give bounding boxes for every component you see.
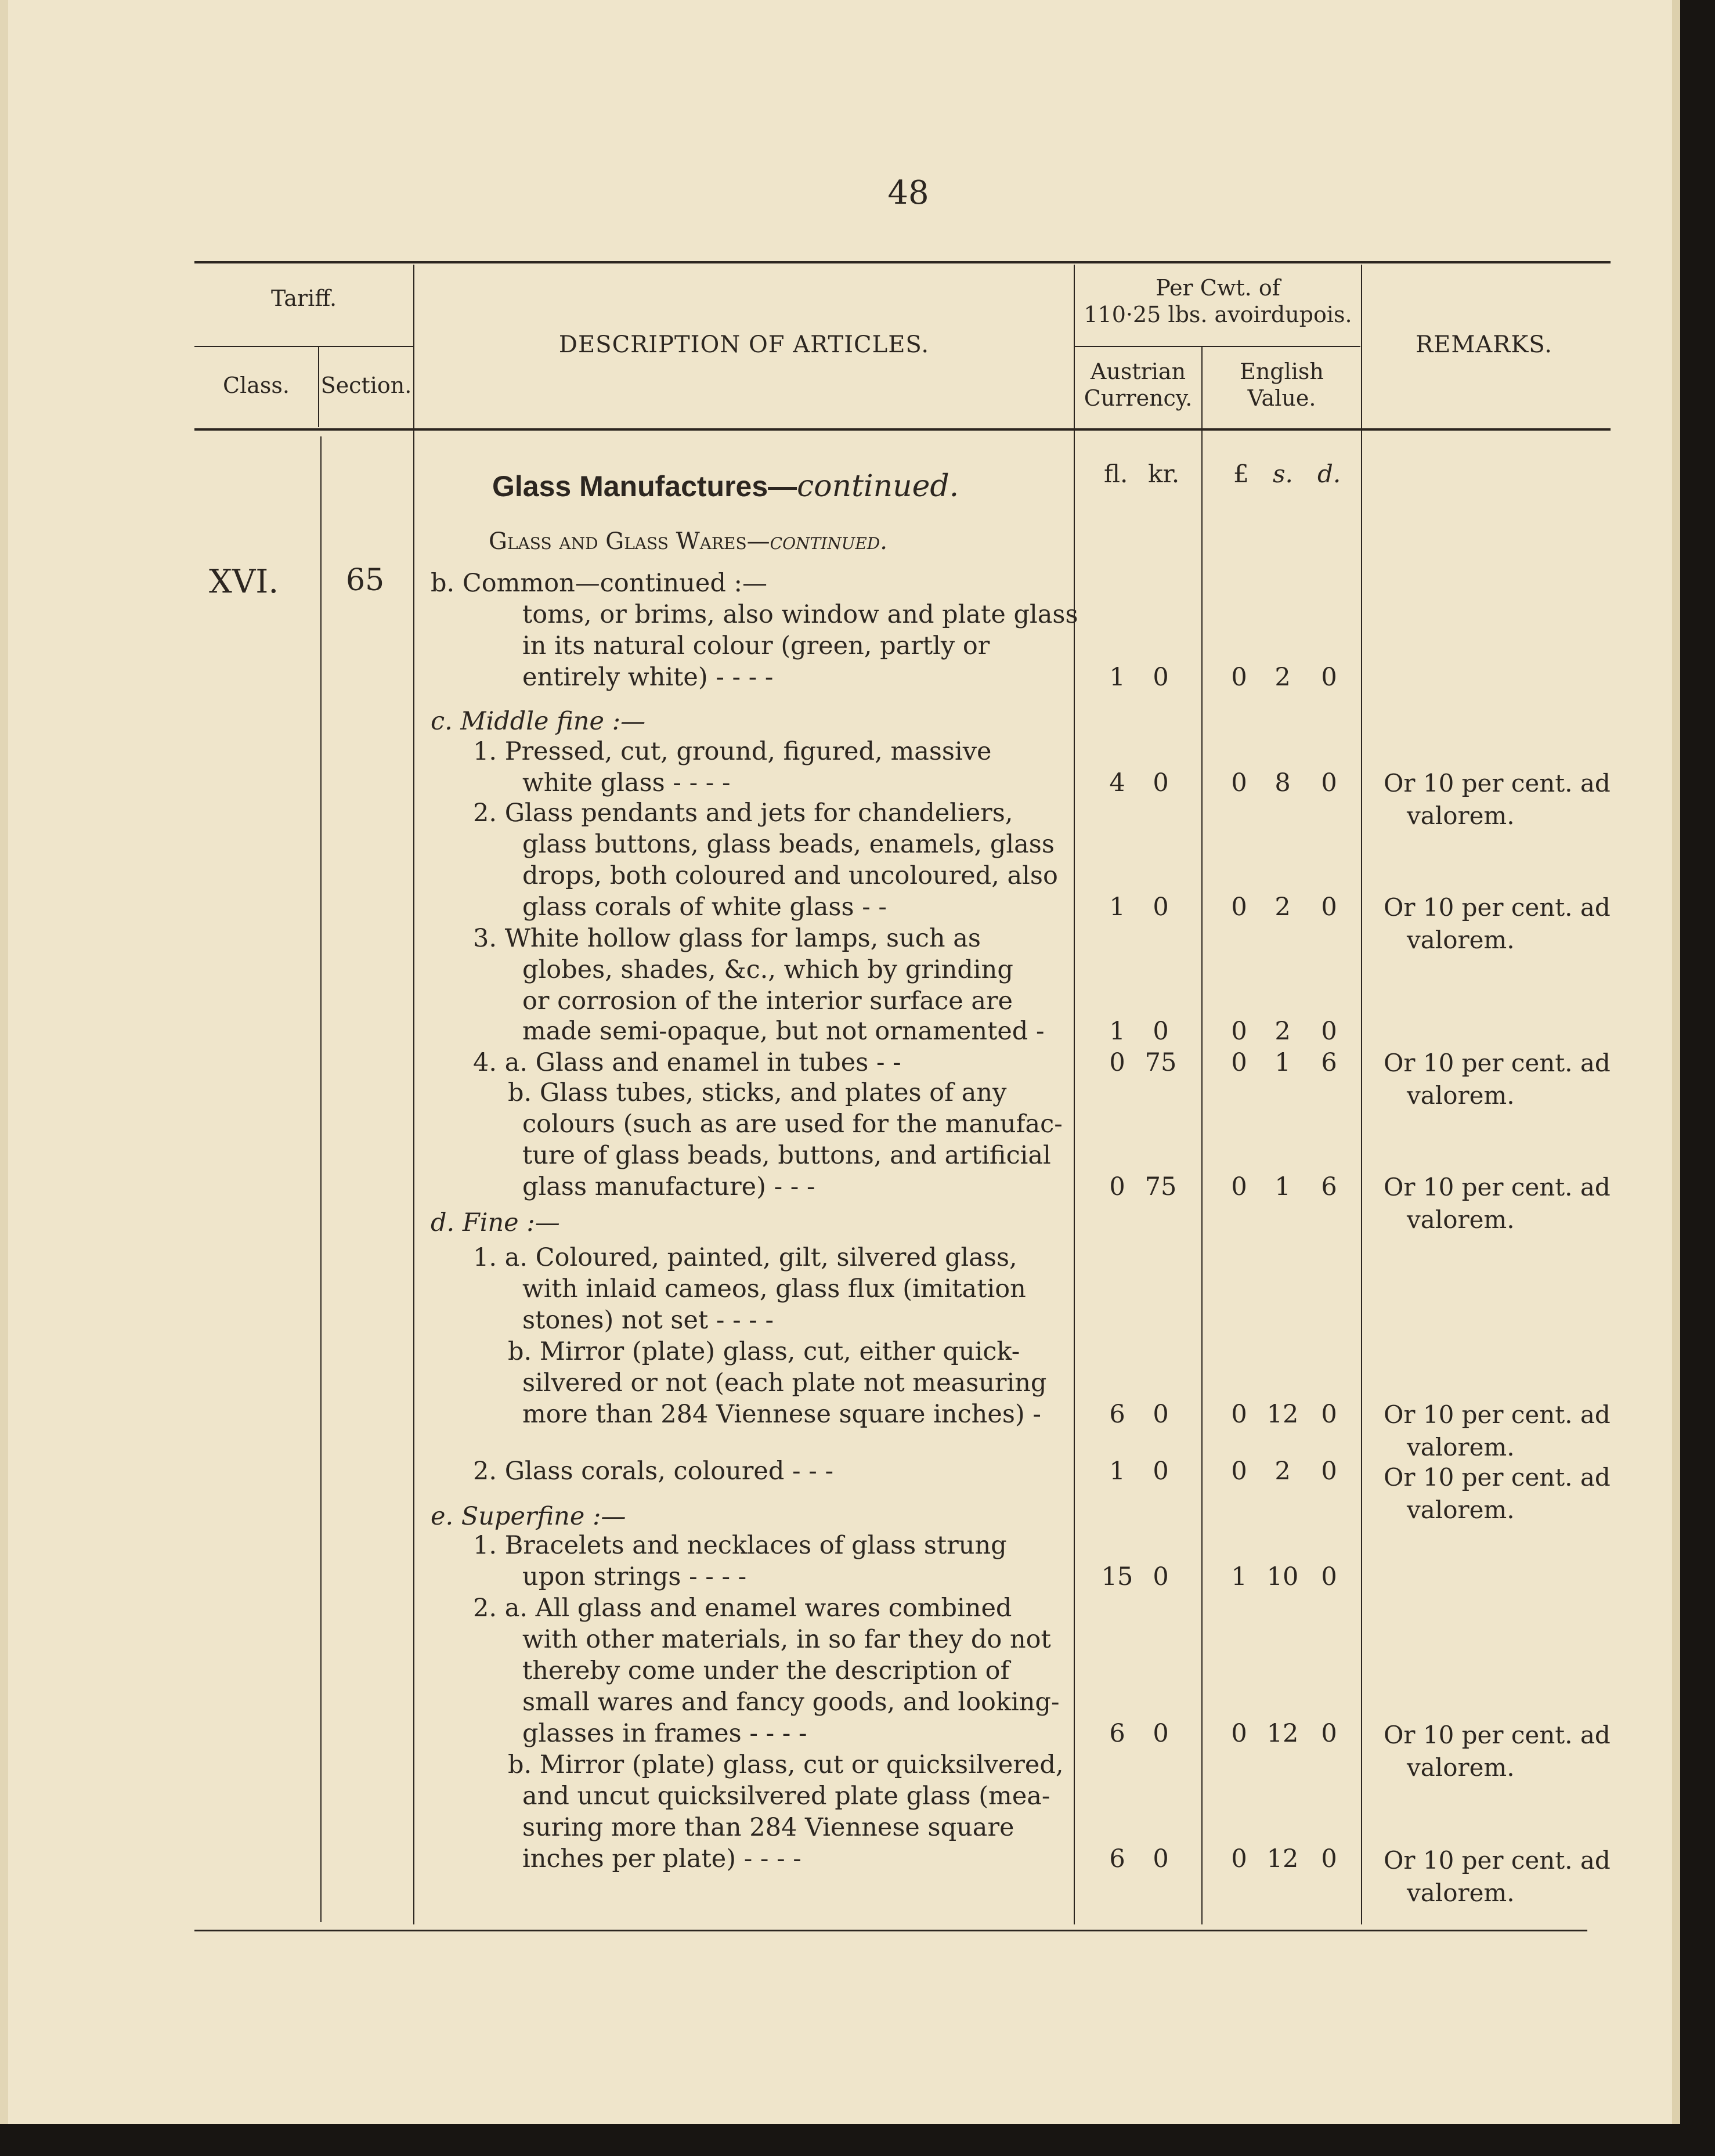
- remark-line1: Or 10 per cent. ad: [1384, 1049, 1611, 1077]
- remark-line1: Or 10 per cent. ad: [1384, 1463, 1611, 1491]
- value-l: 1: [1231, 1562, 1247, 1591]
- desc-line: inches per plate) - - - -: [522, 1844, 801, 1873]
- header-bottom-rule: [194, 428, 1611, 431]
- tariff-divider-rule: [194, 346, 413, 347]
- class-column-rule: [320, 436, 322, 1922]
- value-d: 0: [1321, 1400, 1337, 1429]
- value-s: 1: [1274, 1048, 1291, 1077]
- remark-line1: Or 10 per cent. ad: [1384, 1173, 1611, 1201]
- desc-line: b. Mirror (plate) glass, cut, either quick-: [508, 1337, 1020, 1366]
- remark-line2: valorem.: [1407, 1205, 1515, 1234]
- value-d: 0: [1321, 1844, 1337, 1873]
- remarks-header: REMARKS.: [1416, 331, 1552, 358]
- value-fl: 1: [1109, 893, 1125, 922]
- desc-line: thereby come under the description of: [522, 1656, 1010, 1685]
- value-s: 8: [1274, 768, 1291, 797]
- remark-line1: Or 10 per cent. ad: [1384, 1400, 1611, 1429]
- value-fl: 0: [1109, 1172, 1125, 1201]
- value-s: 2: [1274, 663, 1291, 692]
- unit-pence: d.: [1317, 460, 1341, 488]
- english-header-line1: English: [1240, 359, 1324, 384]
- desc-line: 2. Glass pendants and jets for chandeliers,: [473, 799, 1013, 828]
- value-kr: 75: [1144, 1048, 1177, 1077]
- value-d: 6: [1321, 1172, 1337, 1201]
- remark-line1: Or 10 per cent. ad: [1384, 893, 1611, 922]
- desc-line: white glass - - - -: [522, 768, 731, 797]
- value-s: 12: [1266, 1719, 1299, 1748]
- description-header: DESCRIPTION OF ARTICLES.: [558, 331, 930, 358]
- austrian-header-line2: Currency.: [1084, 385, 1193, 411]
- desc-line: 1. Bracelets and necklaces of glass strung: [473, 1531, 1007, 1560]
- value-kr: 0: [1153, 1844, 1169, 1873]
- value-fl: 1: [1109, 1017, 1125, 1046]
- value-d: 0: [1321, 1719, 1337, 1748]
- unit-kr: kr.: [1148, 460, 1180, 488]
- remark-line2: valorem.: [1407, 1879, 1515, 1907]
- remark: [1384, 1047, 1611, 1112]
- value-kr: 0: [1153, 1457, 1169, 1486]
- desc-line: ture of glass beads, buttons, and artificial: [522, 1141, 1051, 1170]
- page-right-edge: [1672, 0, 1680, 2124]
- value-l: 0: [1231, 768, 1247, 797]
- value-s: 10: [1266, 1562, 1299, 1591]
- desc-line: e. Superfine :—: [431, 1502, 626, 1531]
- value-fl: 6: [1109, 1844, 1125, 1873]
- value-kr: 0: [1153, 663, 1169, 692]
- desc-line: glass manufacture) - - -: [522, 1172, 815, 1201]
- heading-glass-wares: [489, 528, 887, 555]
- desc-line: glass corals of white glass - -: [522, 893, 887, 922]
- per-cwt-divider-rule: [1074, 346, 1360, 347]
- remark: [1384, 1461, 1611, 1526]
- desc-line: small wares and fancy goods, and looking-: [522, 1688, 1060, 1717]
- tariff-header: Tariff.: [270, 286, 337, 311]
- value-kr: 0: [1153, 893, 1169, 922]
- desc-line: colours (such as are used for the manufac-: [522, 1110, 1063, 1139]
- value-l: 0: [1231, 1048, 1247, 1077]
- value-kr: 75: [1144, 1172, 1177, 1201]
- value-s: 2: [1274, 1457, 1291, 1486]
- remark-line2: valorem.: [1407, 926, 1515, 954]
- desc-line: and uncut quicksilvered plate glass (mea-: [522, 1782, 1050, 1811]
- value-d: 0: [1321, 1017, 1337, 1046]
- remark-line1: Or 10 per cent. ad: [1384, 769, 1611, 797]
- value-d: 6: [1321, 1048, 1337, 1077]
- value-kr: 0: [1153, 1017, 1169, 1046]
- desc-line: entirely white) - - - -: [522, 663, 774, 692]
- unit-shillings: s.: [1273, 460, 1293, 488]
- description-column-rule: [1074, 265, 1075, 1924]
- remark: [1384, 767, 1611, 832]
- remark-line2: valorem.: [1407, 1753, 1515, 1782]
- desc-line: with other materials, in so far they do not: [522, 1625, 1051, 1654]
- value-l: 0: [1231, 1457, 1247, 1486]
- value-kr: 0: [1153, 1562, 1169, 1591]
- desc-line: more than 284 Viennese square inches) -: [522, 1400, 1041, 1429]
- remark: [1384, 1719, 1611, 1784]
- value-s: 2: [1274, 1017, 1291, 1046]
- desc-line: 4. a. Glass and enamel in tubes - -: [473, 1048, 901, 1077]
- english-header-line2: Value.: [1247, 385, 1316, 411]
- value-fl: 4: [1109, 768, 1125, 797]
- value-l: 0: [1231, 1172, 1247, 1201]
- value-d: 0: [1321, 663, 1337, 692]
- desc-line: made semi-opaque, but not ornamented -: [522, 1017, 1045, 1046]
- class-header: Class.: [223, 373, 290, 398]
- value-d: 0: [1321, 1457, 1337, 1486]
- desc-line: toms, or brims, also window and plate glass: [522, 600, 1078, 629]
- desc-line: 3. White hollow glass for lamps, such as: [473, 924, 981, 953]
- value-fl: 0: [1109, 1048, 1125, 1077]
- desc-line: b. Mirror (plate) glass, cut or quicksilvered,: [508, 1750, 1064, 1779]
- desc-line: suring more than 284 Viennese square: [522, 1813, 1014, 1842]
- remark-line2: valorem.: [1407, 1081, 1515, 1110]
- table-top-rule: [194, 261, 1611, 263]
- desc-line: 1. a. Coloured, painted, gilt, silvered glass,: [473, 1243, 1017, 1272]
- remark-line2: valorem.: [1407, 801, 1515, 830]
- section-header: Section.: [320, 373, 412, 398]
- value-l: 0: [1231, 1017, 1247, 1046]
- desc-line: or corrosion of the interior surface are: [522, 987, 1013, 1016]
- desc-line: b. Glass tubes, sticks, and plates of any: [508, 1078, 1007, 1107]
- value-kr: 0: [1153, 1719, 1169, 1748]
- value-fl: 1: [1109, 1457, 1125, 1486]
- remark: [1384, 1844, 1611, 1909]
- desc-line: glasses in frames - - - -: [522, 1719, 807, 1748]
- per-cwt-header-line2: 110·25 lbs. avoirdupois.: [1084, 302, 1352, 327]
- heading-sub-text: Glass and Glass Wares—: [489, 528, 770, 555]
- section-column-rule: [413, 265, 414, 1924]
- heading-main-continued: continued.: [797, 469, 959, 504]
- desc-line: with inlaid cameos, glass flux (imitation: [522, 1274, 1026, 1303]
- desc-line: drops, both coloured and uncoloured, also: [522, 861, 1058, 890]
- desc-line: c. Middle fine :—: [431, 707, 646, 736]
- unit-fl: fl.: [1104, 460, 1128, 488]
- remark-line2: valorem.: [1407, 1496, 1515, 1524]
- desc-line: 2. Glass corals, coloured - - -: [473, 1457, 833, 1486]
- desc-line: 2. a. All glass and enamel wares combined: [473, 1594, 1012, 1623]
- desc-line: b. Common—continued :—: [431, 569, 767, 598]
- per-cwt-header-line1: Per Cwt. of: [1156, 275, 1280, 301]
- remark-line1: Or 10 per cent. ad: [1384, 1721, 1611, 1749]
- remark-line2: valorem.: [1407, 1433, 1515, 1461]
- heading-glass-manufactures: [492, 469, 959, 504]
- value-d: 0: [1321, 893, 1337, 922]
- desc-line: in its natural colour (green, partly or: [522, 631, 990, 660]
- desc-line: globes, shades, &c., which by grinding: [522, 955, 1013, 984]
- value-s: 1: [1274, 1172, 1291, 1201]
- value-fl: 6: [1109, 1400, 1125, 1429]
- value-s: 12: [1266, 1844, 1299, 1873]
- desc-line: d. Fine :—: [431, 1208, 560, 1237]
- austrian-column-rule: [1201, 346, 1203, 1924]
- table-bottom-rule: [194, 1930, 1587, 1931]
- value-d: 0: [1321, 1562, 1337, 1591]
- austrian-header-line1: Austrian: [1090, 359, 1186, 384]
- value-fl: 1: [1109, 663, 1125, 692]
- desc-line: 1. Pressed, cut, ground, figured, massive: [473, 737, 992, 766]
- unit-pound: £: [1233, 460, 1249, 488]
- value-fl: 6: [1109, 1719, 1125, 1748]
- value-l: 0: [1231, 1400, 1247, 1429]
- heading-sub-continued: continued.: [770, 528, 887, 555]
- desc-line: glass buttons, glass beads, enamels, glass: [522, 830, 1055, 859]
- section-value: 65: [346, 563, 385, 598]
- page-number: 48: [887, 174, 929, 212]
- value-s: 12: [1266, 1400, 1299, 1429]
- value-d: 0: [1321, 768, 1337, 797]
- desc-line: upon strings - - - -: [522, 1562, 747, 1591]
- value-l: 0: [1231, 893, 1247, 922]
- remark: [1384, 1171, 1611, 1236]
- value-l: 0: [1231, 1719, 1247, 1748]
- value-s: 2: [1274, 893, 1291, 922]
- desc-line: silvered or not (each plate not measuring: [522, 1368, 1047, 1397]
- page-left-edge: [0, 0, 8, 2124]
- value-kr: 0: [1153, 768, 1169, 797]
- heading-main-text: Glass Manufactures—: [492, 470, 797, 503]
- value-l: 0: [1231, 663, 1247, 692]
- class-value: XVI.: [209, 563, 279, 601]
- remark: [1384, 1399, 1611, 1464]
- value-fl: 15: [1101, 1562, 1133, 1591]
- value-kr: 0: [1153, 1400, 1169, 1429]
- english-column-rule: [1361, 265, 1362, 1924]
- value-l: 0: [1231, 1844, 1247, 1873]
- desc-line: stones) not set - - - -: [522, 1306, 774, 1335]
- remark-line1: Or 10 per cent. ad: [1384, 1846, 1611, 1875]
- remark: [1384, 891, 1611, 956]
